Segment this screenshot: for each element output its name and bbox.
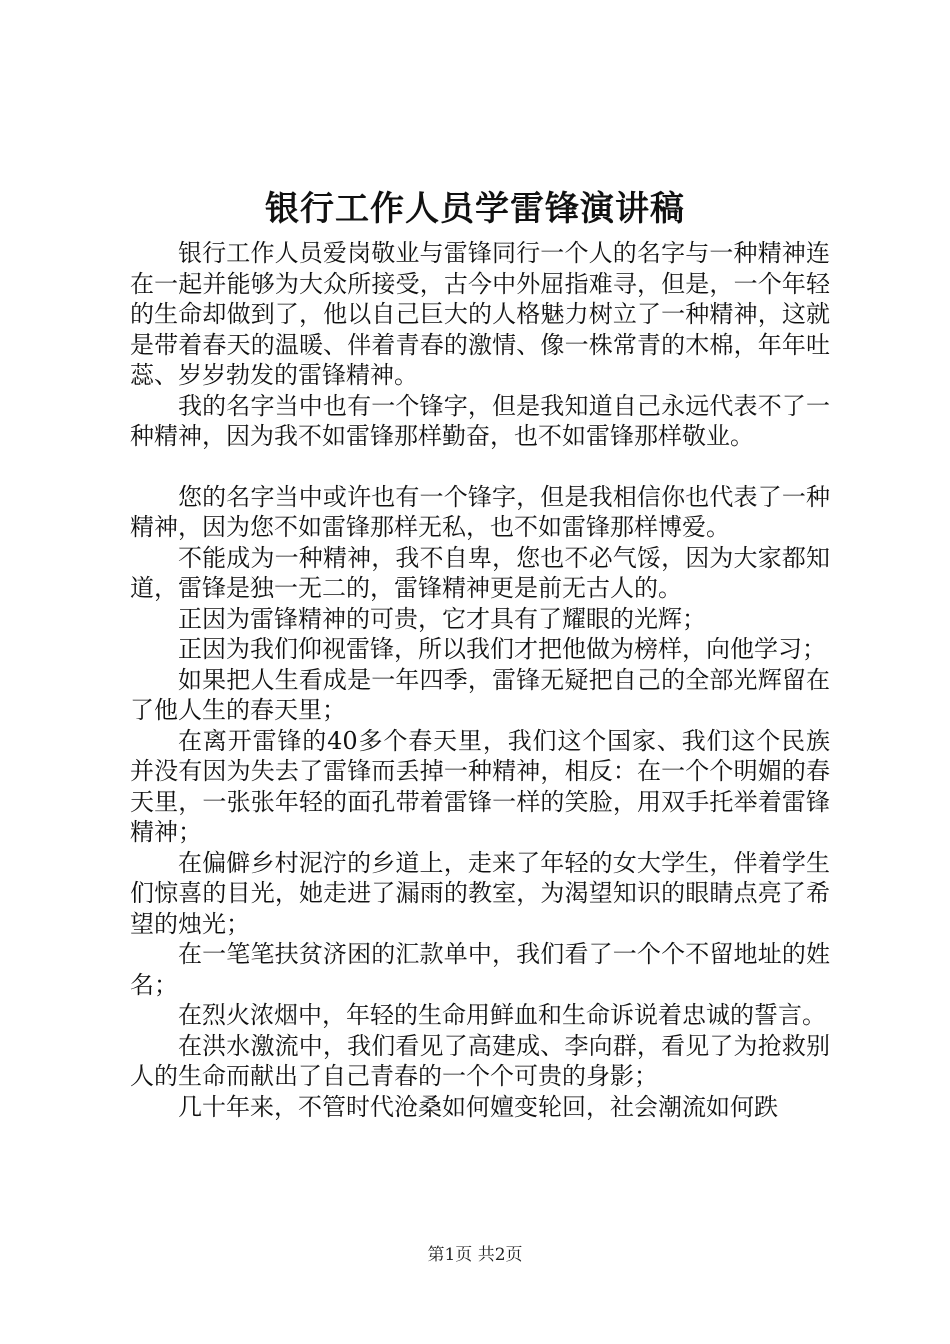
paragraph-2: 我的名字当中也有一个锋字，但是我知道自己永远代表不了一种精神，因为我不如雷锋那样勤奋，也不如雷锋那样敬业。 <box>130 391 830 450</box>
page-footer: 第1页 共2页 <box>427 1245 523 1265</box>
paragraph-1: 银行工作人员爱岗敬业与雷锋同行一个人的名字与一种精神连在一起并能够为大众所接受，古今中外屈指难寻，但是，一个年轻的生命却做到了，他以自己巨大的人格魅力树立了一种精神，这就是带着春天的温暖、伴着青春的激情、像一株常青的木棉，年年吐蕊、岁岁勃发的雷锋精神。 <box>130 239 830 389</box>
paragraph-7: 如果把人生看成是一年四季，雷锋无疑把自己的全部光辉留在了他人生的春天里； <box>130 665 830 724</box>
paragraph-12: 在洪水激流中，我们看见了高建成、李向群，看见了为抢救别人的生命而献出了自己青春的一个个可贵的身影； <box>130 1031 830 1090</box>
paragraph-4: 不能成为一种精神，我不自卑，您也不必气馁，因为大家都知道，雷锋是独一无二的，雷锋精神更是前无古人的。 <box>130 543 830 602</box>
paragraph-5: 正因为雷锋精神的可贵，它才具有了耀眼的光辉； <box>178 604 706 633</box>
paragraph-11: 在烈火浓烟中，年轻的生命用鲜血和生命诉说着忠诚的誓言。 <box>178 1001 826 1029</box>
paragraph-6: 正因为我们仰视雷锋，所以我们才把他做为榜样，向他学习； <box>178 635 826 663</box>
paragraph-3: 您的名字当中或许也有一个锋字，但是我相信你也代表了一种精神，因为您不如雷锋那样无私，也不如雷锋那样博爱。 <box>130 482 830 541</box>
paragraph-13: 几十年来，不管时代沧桑如何嬗变轮回，社会潮流如何跌 <box>178 1092 778 1121</box>
paragraph-9: 在偏僻乡村泥泞的乡道上，走来了年轻的女大学生，伴着学生们惊喜的目光，她走进了漏雨的教室，为渴望知识的眼睛点亮了希望的烛光； <box>130 848 830 938</box>
paragraph-10: 在一笔笔扶贫济困的汇款单中，我们看了一个个不留地址的姓名； <box>130 940 830 999</box>
document-title: 银行工作人员学雷锋演讲稿 <box>265 189 685 229</box>
paragraph-8: 在离开雷锋的40多个春天里，我们这个国家、我们这个民族并没有因为失去了雷锋而丢掉一种精神，相反：在一个个明媚的春天里，一张张年轻的面孔带着雷锋一样的笑脸，用双手托举着雷锋精神； <box>130 726 830 846</box>
document-body <box>130 238 830 1122</box>
